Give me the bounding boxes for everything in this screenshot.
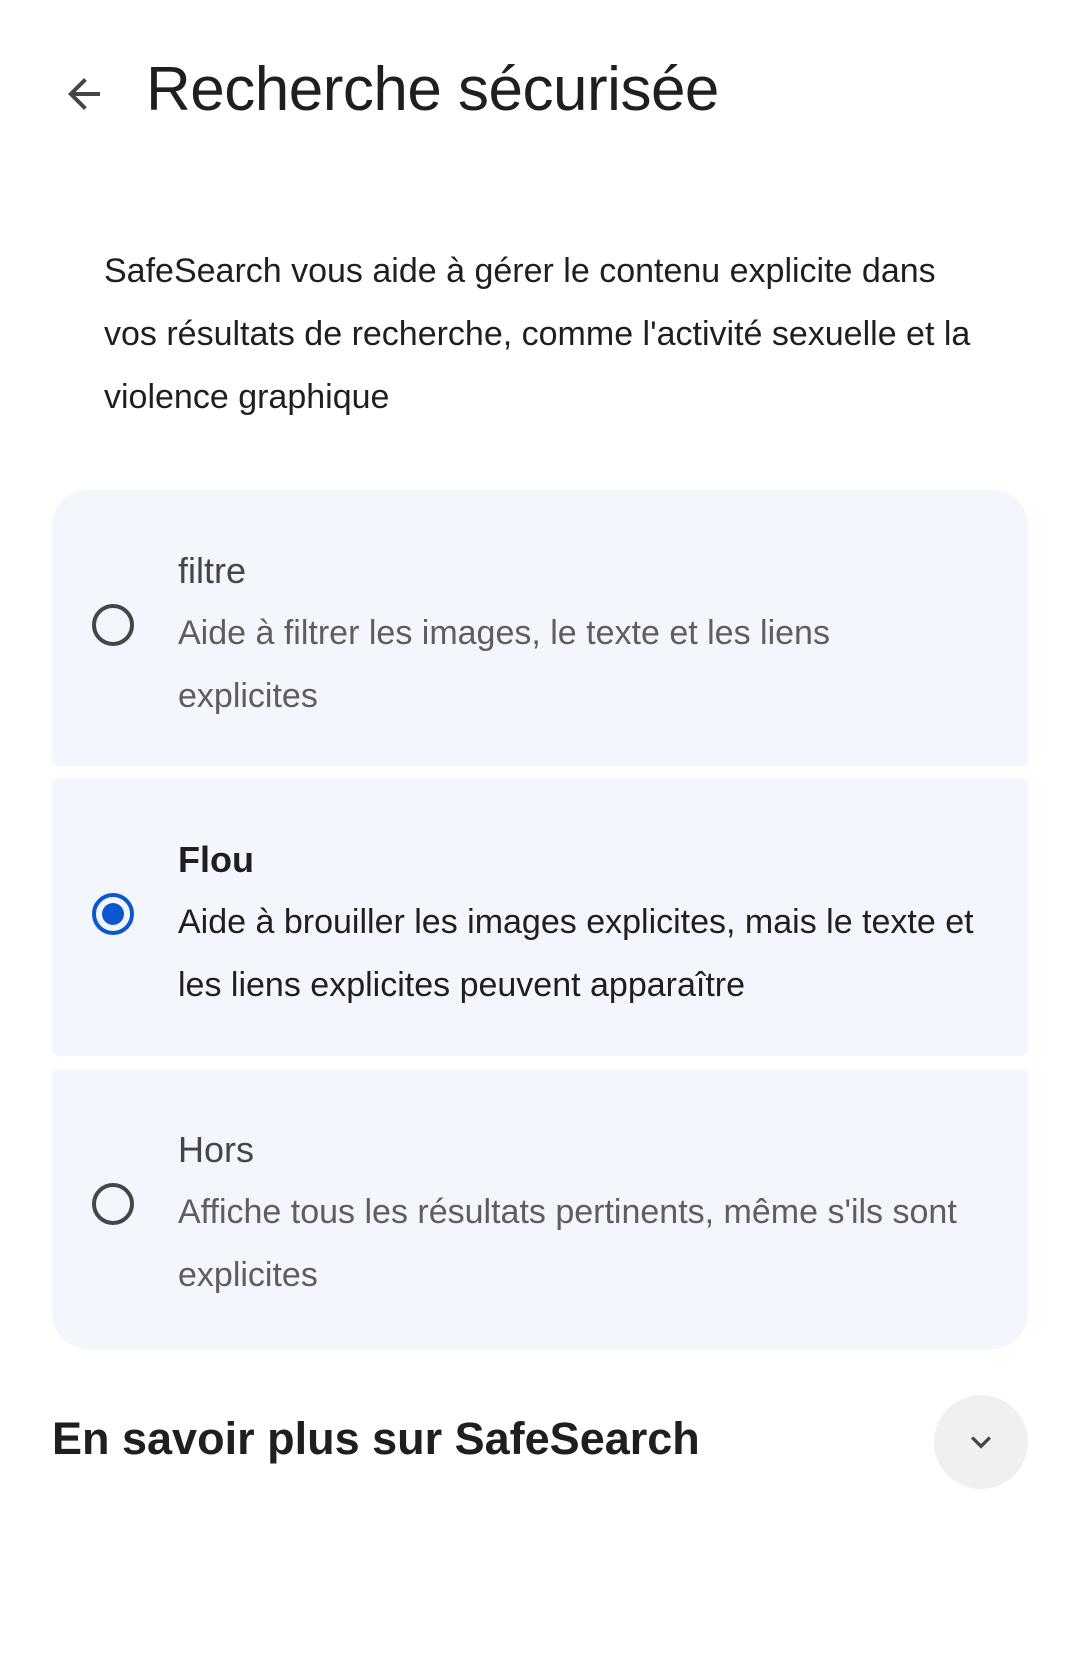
option-title: Flou bbox=[178, 839, 254, 880]
option-description: Affiche tous les résultats pertinents, même s'ils sont explicites bbox=[178, 1193, 957, 1294]
learn-more-expander[interactable] bbox=[52, 1395, 1028, 1495]
back-button[interactable] bbox=[52, 62, 116, 126]
radio-filter[interactable] bbox=[92, 604, 134, 646]
option-title: Hors bbox=[178, 1129, 255, 1170]
radio-off[interactable] bbox=[92, 1183, 134, 1225]
safesearch-description: SafeSearch vous aide à gérer le contenu explicite dans vos résultats de recherche, comme l'activité sexuelle et la violence graphique bbox=[104, 252, 971, 416]
chevron-down-icon bbox=[961, 1422, 1001, 1462]
top-app-bar bbox=[0, 40, 1075, 140]
arrow-back-icon bbox=[60, 70, 108, 118]
safesearch-options-group bbox=[52, 490, 1028, 1349]
page-title: Recherche sécurisée bbox=[146, 55, 719, 124]
option-filter[interactable] bbox=[52, 490, 1028, 766]
option-off[interactable] bbox=[52, 1069, 1028, 1349]
radio-blur[interactable] bbox=[92, 893, 134, 935]
learn-more-label: En savoir plus sur SafeSearch bbox=[52, 1413, 700, 1464]
option-blur[interactable] bbox=[52, 779, 1028, 1056]
option-description: Aide à filtrer les images, le texte et les liens explicites bbox=[178, 614, 830, 715]
option-description: Aide à brouiller les images explicites, mais le texte et les liens explicites peuvent apparaître bbox=[178, 903, 974, 1004]
option-title: filtre bbox=[178, 550, 247, 591]
expand-button[interactable] bbox=[934, 1395, 1028, 1489]
